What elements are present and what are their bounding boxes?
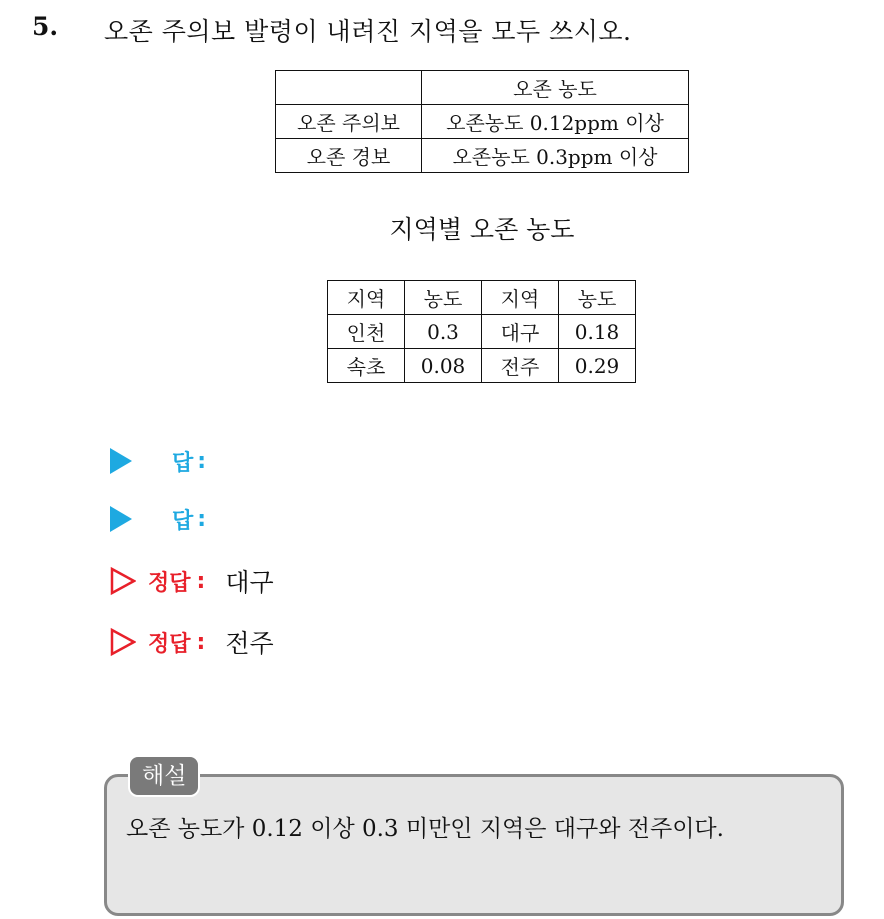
explanation-text: 오존 농도가 0.12 이상 0.3 미만인 지역은 대구와 전주이다.: [126, 816, 724, 842]
table-row: [276, 105, 689, 139]
table-header-row: [276, 71, 689, 105]
table-cell: 대구: [482, 315, 559, 349]
answer-colon: :: [197, 506, 207, 532]
table-header-cell: 지역: [482, 281, 559, 315]
correct-answer-colon: :: [196, 568, 206, 594]
correct-answer-row: [110, 627, 274, 657]
region-table-title: 지역별 오존 농도: [389, 215, 575, 244]
question-text: 오존 주의보 발령이 내려진 지역을 모두 쓰시오.: [104, 17, 632, 46]
table-header-cell: 오존 농도: [422, 71, 689, 105]
table-cell: 전주: [482, 349, 559, 383]
table-row: [328, 349, 636, 383]
table-header-cell: 지역: [328, 281, 405, 315]
region-ozone-table: [327, 280, 636, 383]
table-cell: 오존 경보: [276, 139, 422, 173]
table-cell: 0.08: [405, 349, 482, 383]
answer-label: 답: [172, 508, 194, 534]
answer-row[interactable]: [110, 446, 206, 476]
table-row: [328, 315, 636, 349]
correct-answer-row: [110, 566, 274, 596]
answer-colon: :: [197, 448, 207, 474]
question-number: 5.: [32, 12, 59, 41]
table-cell: 0.18: [559, 315, 636, 349]
play-triangle-icon: [110, 506, 132, 532]
correct-answer-label: 정답: [148, 631, 191, 657]
answer-label: 답: [172, 450, 194, 476]
play-triangle-icon: [110, 448, 132, 474]
table-cell: 오존 주의보: [276, 105, 422, 139]
table-header-row: [328, 281, 636, 315]
ozone-standard-table: [275, 70, 689, 173]
table-cell: 오존농도 0.12ppm 이상: [422, 105, 689, 139]
table-cell: 0.29: [559, 349, 636, 383]
answer-row[interactable]: [110, 504, 206, 534]
table-header-cell: 농도: [559, 281, 636, 315]
correct-answer-label: 정답: [148, 570, 191, 596]
correct-answer-value: 전주: [225, 629, 274, 658]
correct-answer-value: 대구: [225, 568, 274, 597]
table-cell: 0.3: [405, 315, 482, 349]
table-cell: 인천: [328, 315, 405, 349]
table-header-cell: 농도: [405, 281, 482, 315]
table-cell: 속초: [328, 349, 405, 383]
table-cell: [276, 71, 422, 105]
table-cell: 오존농도 0.3ppm 이상: [422, 139, 689, 173]
outline-triangle-icon: [110, 627, 136, 657]
explanation-tag: 해설: [128, 755, 200, 797]
table-row: [276, 139, 689, 173]
outline-triangle-icon: [110, 566, 136, 596]
correct-answer-colon: :: [196, 629, 206, 655]
